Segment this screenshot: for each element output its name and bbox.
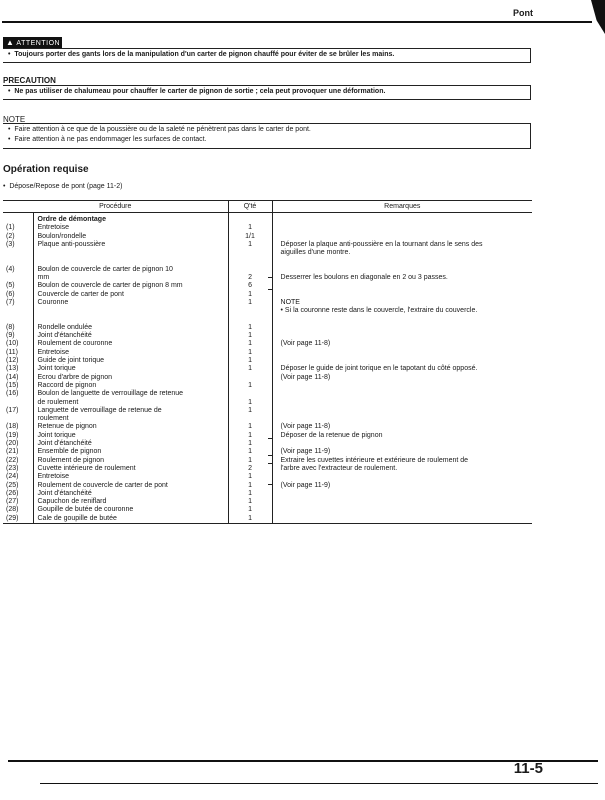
- row-quantity: [228, 257, 272, 265]
- row-remark: Déposer de la retenue de pignon: [280, 431, 383, 439]
- row-number: (19): [3, 432, 33, 440]
- row-part-name: Joint d'étanchéité: [33, 440, 228, 448]
- row-remark: [272, 440, 532, 448]
- row-part-name: Ecrou d'arbre de pignon: [33, 374, 228, 382]
- row-number: (1): [3, 224, 33, 232]
- table-row: [3, 340, 532, 348]
- row-remark: [272, 266, 532, 274]
- row-quantity: 1: [228, 506, 272, 514]
- operation-item: • Dépose/Repose de pont (page 11-2): [3, 183, 123, 190]
- table-row: [3, 291, 532, 299]
- row-number: (6): [3, 291, 33, 299]
- row-quantity: 1: [228, 357, 272, 365]
- row-quantity: 1: [228, 432, 272, 440]
- row-quantity: 1: [228, 291, 272, 299]
- table-row: [3, 498, 532, 506]
- row-number: (23): [3, 465, 33, 473]
- table-row: [3, 506, 532, 514]
- table-row: [3, 365, 532, 373]
- row-number: (15): [3, 382, 33, 390]
- row-remark: [272, 257, 532, 265]
- row-quantity: 1: [228, 490, 272, 498]
- order-title: Ordre de démontage: [33, 213, 228, 225]
- note-item: • Faire attention à ce que de la poussière ou de la saleté ne pénètrent pas dans le carter de pont.: [8, 126, 311, 133]
- row-remark: (Voir page 11-8): [280, 340, 331, 348]
- row-quantity: 1: [228, 457, 272, 465]
- row-part-name: Entretoise: [33, 349, 228, 357]
- row-number: (16): [3, 390, 33, 398]
- row-part-name: mm: [33, 274, 228, 282]
- row-remark: [272, 357, 532, 365]
- header-rule: [2, 21, 592, 23]
- row-remark: (Voir page 11-9): [280, 448, 331, 456]
- row-part-name: Languette de verrouillage de retenue de: [33, 407, 228, 415]
- row-part-name: Capuchon de reniflard: [33, 498, 228, 506]
- header-procedure: Procédure: [3, 201, 228, 213]
- row-quantity: 1: [228, 399, 272, 407]
- header-qty: Q'té: [228, 201, 272, 213]
- row-number: (28): [3, 506, 33, 514]
- table-row: [3, 257, 532, 265]
- footer-rule: [40, 783, 598, 784]
- table-row: [3, 241, 532, 249]
- row-number: (29): [3, 515, 33, 524]
- row-part-name: Joint torique: [33, 365, 228, 373]
- row-remark: [272, 349, 532, 357]
- row-remark: [272, 506, 532, 514]
- row-quantity: 1/1: [228, 233, 272, 241]
- row-quantity: 1: [228, 349, 272, 357]
- row-remark: l'arbre avec l'extracteur de roulement.: [280, 464, 398, 472]
- note-item: • Faire attention à ne pas endommager les surfaces de contact.: [8, 136, 207, 143]
- row-remark: [272, 224, 532, 232]
- row-part-name: [33, 249, 228, 257]
- row-part-name: Cuvette intérieure de roulement: [33, 465, 228, 473]
- row-part-name: Couvercle de carter de pont: [33, 291, 228, 299]
- row-remark: Déposer la plaque anti-poussière en la tournant dans le sens des: [280, 240, 483, 248]
- row-number: (14): [3, 374, 33, 382]
- table-row: [3, 407, 532, 415]
- page-corner-mark: [591, 0, 605, 34]
- row-number: (27): [3, 498, 33, 506]
- row-remark: • Si la couronne reste dans le couvercle, l'extraire du couvercle.: [280, 307, 478, 315]
- row-quantity: 1: [228, 332, 272, 340]
- row-part-name: Boulon de couvercle de carter de pignon 10: [33, 266, 228, 274]
- table-row: [3, 316, 532, 324]
- page-number: 11-5: [513, 760, 543, 777]
- row-quantity: 1: [228, 365, 272, 373]
- row-part-name: Ensemble de pignon: [33, 448, 228, 456]
- row-quantity: 1: [228, 340, 272, 348]
- row-part-name: Guide de joint torique: [33, 357, 228, 365]
- row-part-name: Boulon de languette de verrouillage de retenue: [33, 390, 228, 398]
- table-row: [3, 299, 532, 307]
- row-number: [3, 274, 33, 282]
- row-part-name: Entretoise: [33, 224, 228, 232]
- remark-bracket: [268, 438, 273, 456]
- row-quantity: 6: [228, 282, 272, 290]
- row-quantity: 1: [228, 515, 272, 524]
- row-remark: Extraire les cuvettes intérieure et extérieure de roulement de: [280, 456, 469, 464]
- precaution-title: PRECAUTION: [3, 76, 56, 85]
- row-remark: [272, 515, 532, 524]
- row-remark: NOTE: [280, 298, 300, 306]
- row-remark: [272, 498, 532, 506]
- table-row: [3, 423, 532, 431]
- row-quantity: 1: [228, 440, 272, 448]
- row-quantity: [228, 415, 272, 423]
- row-remark: [272, 399, 532, 407]
- row-number: (26): [3, 490, 33, 498]
- row-quantity: [228, 266, 272, 274]
- table-row: [3, 332, 532, 340]
- row-quantity: 2: [228, 465, 272, 473]
- row-number: (9): [3, 332, 33, 340]
- row-part-name: Goupille de butée de couronne: [33, 506, 228, 514]
- row-part-name: de roulement: [33, 399, 228, 407]
- row-part-name: Joint d'étanchéité: [33, 490, 228, 498]
- attention-item: • Toujours porter des gants lors de la manipulation d'un carter de pignon chauffé pour éviter de se brûler les mains.: [8, 51, 395, 58]
- table-row: [3, 374, 532, 382]
- attention-tag: ▲ ATTENTION: [3, 37, 62, 49]
- row-part-name: [33, 257, 228, 265]
- warning-icon: ▲: [6, 38, 15, 47]
- row-remark: [272, 415, 532, 423]
- row-remark: aiguilles d'une montre.: [280, 249, 351, 257]
- row-number: (12): [3, 357, 33, 365]
- row-number: [3, 257, 33, 265]
- row-quantity: 1: [228, 299, 272, 307]
- row-number: (17): [3, 407, 33, 415]
- row-remark: [272, 407, 532, 415]
- row-remark: [272, 473, 532, 481]
- table-row: [3, 224, 532, 232]
- row-part-name: Roulement de couvercle de carter de pont: [33, 482, 228, 490]
- table-row: [3, 357, 532, 365]
- row-remark: Desserrer les boulons en diagonale en 2 ou 3 passes.: [280, 274, 448, 282]
- row-number: (7): [3, 299, 33, 307]
- row-remark: (Voir page 11-8): [280, 373, 331, 381]
- row-remark: (Voir page 11-8): [280, 423, 331, 431]
- row-number: (5): [3, 282, 33, 290]
- row-quantity: 1: [228, 473, 272, 481]
- row-remark: [272, 490, 532, 498]
- row-quantity: 1: [228, 448, 272, 456]
- row-remark: (Voir page 11-9): [280, 481, 331, 489]
- row-part-name: Raccord de pignon: [33, 382, 228, 390]
- row-quantity: 1: [228, 241, 272, 249]
- row-quantity: [228, 374, 272, 382]
- row-part-name: Plaque anti-poussière: [33, 241, 228, 249]
- table-row: [3, 324, 532, 332]
- row-remark: [272, 332, 532, 340]
- footer-rule: [8, 760, 598, 762]
- row-number: [3, 399, 33, 407]
- header-remarks: Remarques: [272, 201, 532, 213]
- operation-title: Opération requise: [3, 164, 89, 175]
- row-number: (2): [3, 233, 33, 241]
- row-number: (20): [3, 440, 33, 448]
- row-remark: [272, 390, 532, 398]
- row-number: (22): [3, 457, 33, 465]
- table-row: [3, 490, 532, 498]
- row-number: [3, 415, 33, 423]
- row-number: (4): [3, 266, 33, 274]
- row-remark: [272, 233, 532, 241]
- row-part-name: Boulon de couvercle de carter de pignon 8 mm: [33, 282, 228, 290]
- table-row: [3, 399, 532, 407]
- row-remark: [272, 382, 532, 390]
- row-quantity: 1: [228, 382, 272, 390]
- row-quantity: 1: [228, 498, 272, 506]
- row-number: (25): [3, 482, 33, 490]
- row-quantity: 1: [228, 423, 272, 431]
- row-part-name: Couronne: [33, 299, 228, 307]
- row-number: (13): [3, 365, 33, 373]
- row-part-name: Retenue de pignon: [33, 423, 228, 431]
- table-row: [3, 307, 532, 315]
- row-part-name: Boulon/rondelle: [33, 233, 228, 241]
- row-number: (18): [3, 423, 33, 431]
- row-part-name: Entretoise: [33, 473, 228, 481]
- table-row: [3, 390, 532, 398]
- table-row: [3, 382, 532, 390]
- row-remark: [272, 324, 532, 332]
- row-part-name: [33, 316, 228, 324]
- row-quantity: [228, 249, 272, 257]
- row-number: [3, 307, 33, 315]
- row-remark: Déposer le guide de joint torique en le tapotant du côté opposé.: [280, 365, 478, 373]
- row-part-name: roulement: [33, 415, 228, 423]
- row-remark: [272, 316, 532, 324]
- row-part-name: Joint d'étanchéité: [33, 332, 228, 340]
- row-number: (24): [3, 473, 33, 481]
- row-quantity: [228, 307, 272, 315]
- row-quantity: 1: [228, 482, 272, 490]
- row-quantity: 2: [228, 274, 272, 282]
- row-quantity: [228, 390, 272, 398]
- row-number: (3): [3, 241, 33, 249]
- page-header-title: Pont: [513, 8, 533, 18]
- row-quantity: [228, 316, 272, 324]
- row-part-name: Roulement de couronne: [33, 340, 228, 348]
- table-row: [3, 233, 532, 241]
- row-number: [3, 249, 33, 257]
- row-quantity: 1: [228, 224, 272, 232]
- table-row: [3, 515, 532, 524]
- table-row: [3, 266, 532, 274]
- row-part-name: [33, 307, 228, 315]
- row-remark: [272, 282, 532, 290]
- precaution-item: • Ne pas utiliser de chalumeau pour chauffer le carter de pignon de sortie ; cela peut provoquer une déformation.: [8, 88, 386, 95]
- row-number: (8): [3, 324, 33, 332]
- remark-bracket: [268, 463, 273, 485]
- row-part-name: Roulement de pignon: [33, 457, 228, 465]
- row-number: [3, 316, 33, 324]
- row-number: (10): [3, 340, 33, 348]
- row-part-name: Rondelle ondulée: [33, 324, 228, 332]
- row-number: (21): [3, 448, 33, 456]
- table-row: [3, 249, 532, 257]
- remark-bracket: [268, 277, 273, 290]
- table-row: [3, 349, 532, 357]
- row-part-name: Cale de goupille de butée: [33, 515, 228, 524]
- row-quantity: 1: [228, 324, 272, 332]
- note-title: NOTE: [3, 115, 26, 124]
- row-quantity: 1: [228, 407, 272, 415]
- row-number: (11): [3, 349, 33, 357]
- table-row: [3, 415, 532, 423]
- row-remark: [272, 291, 532, 299]
- row-part-name: Joint torique: [33, 432, 228, 440]
